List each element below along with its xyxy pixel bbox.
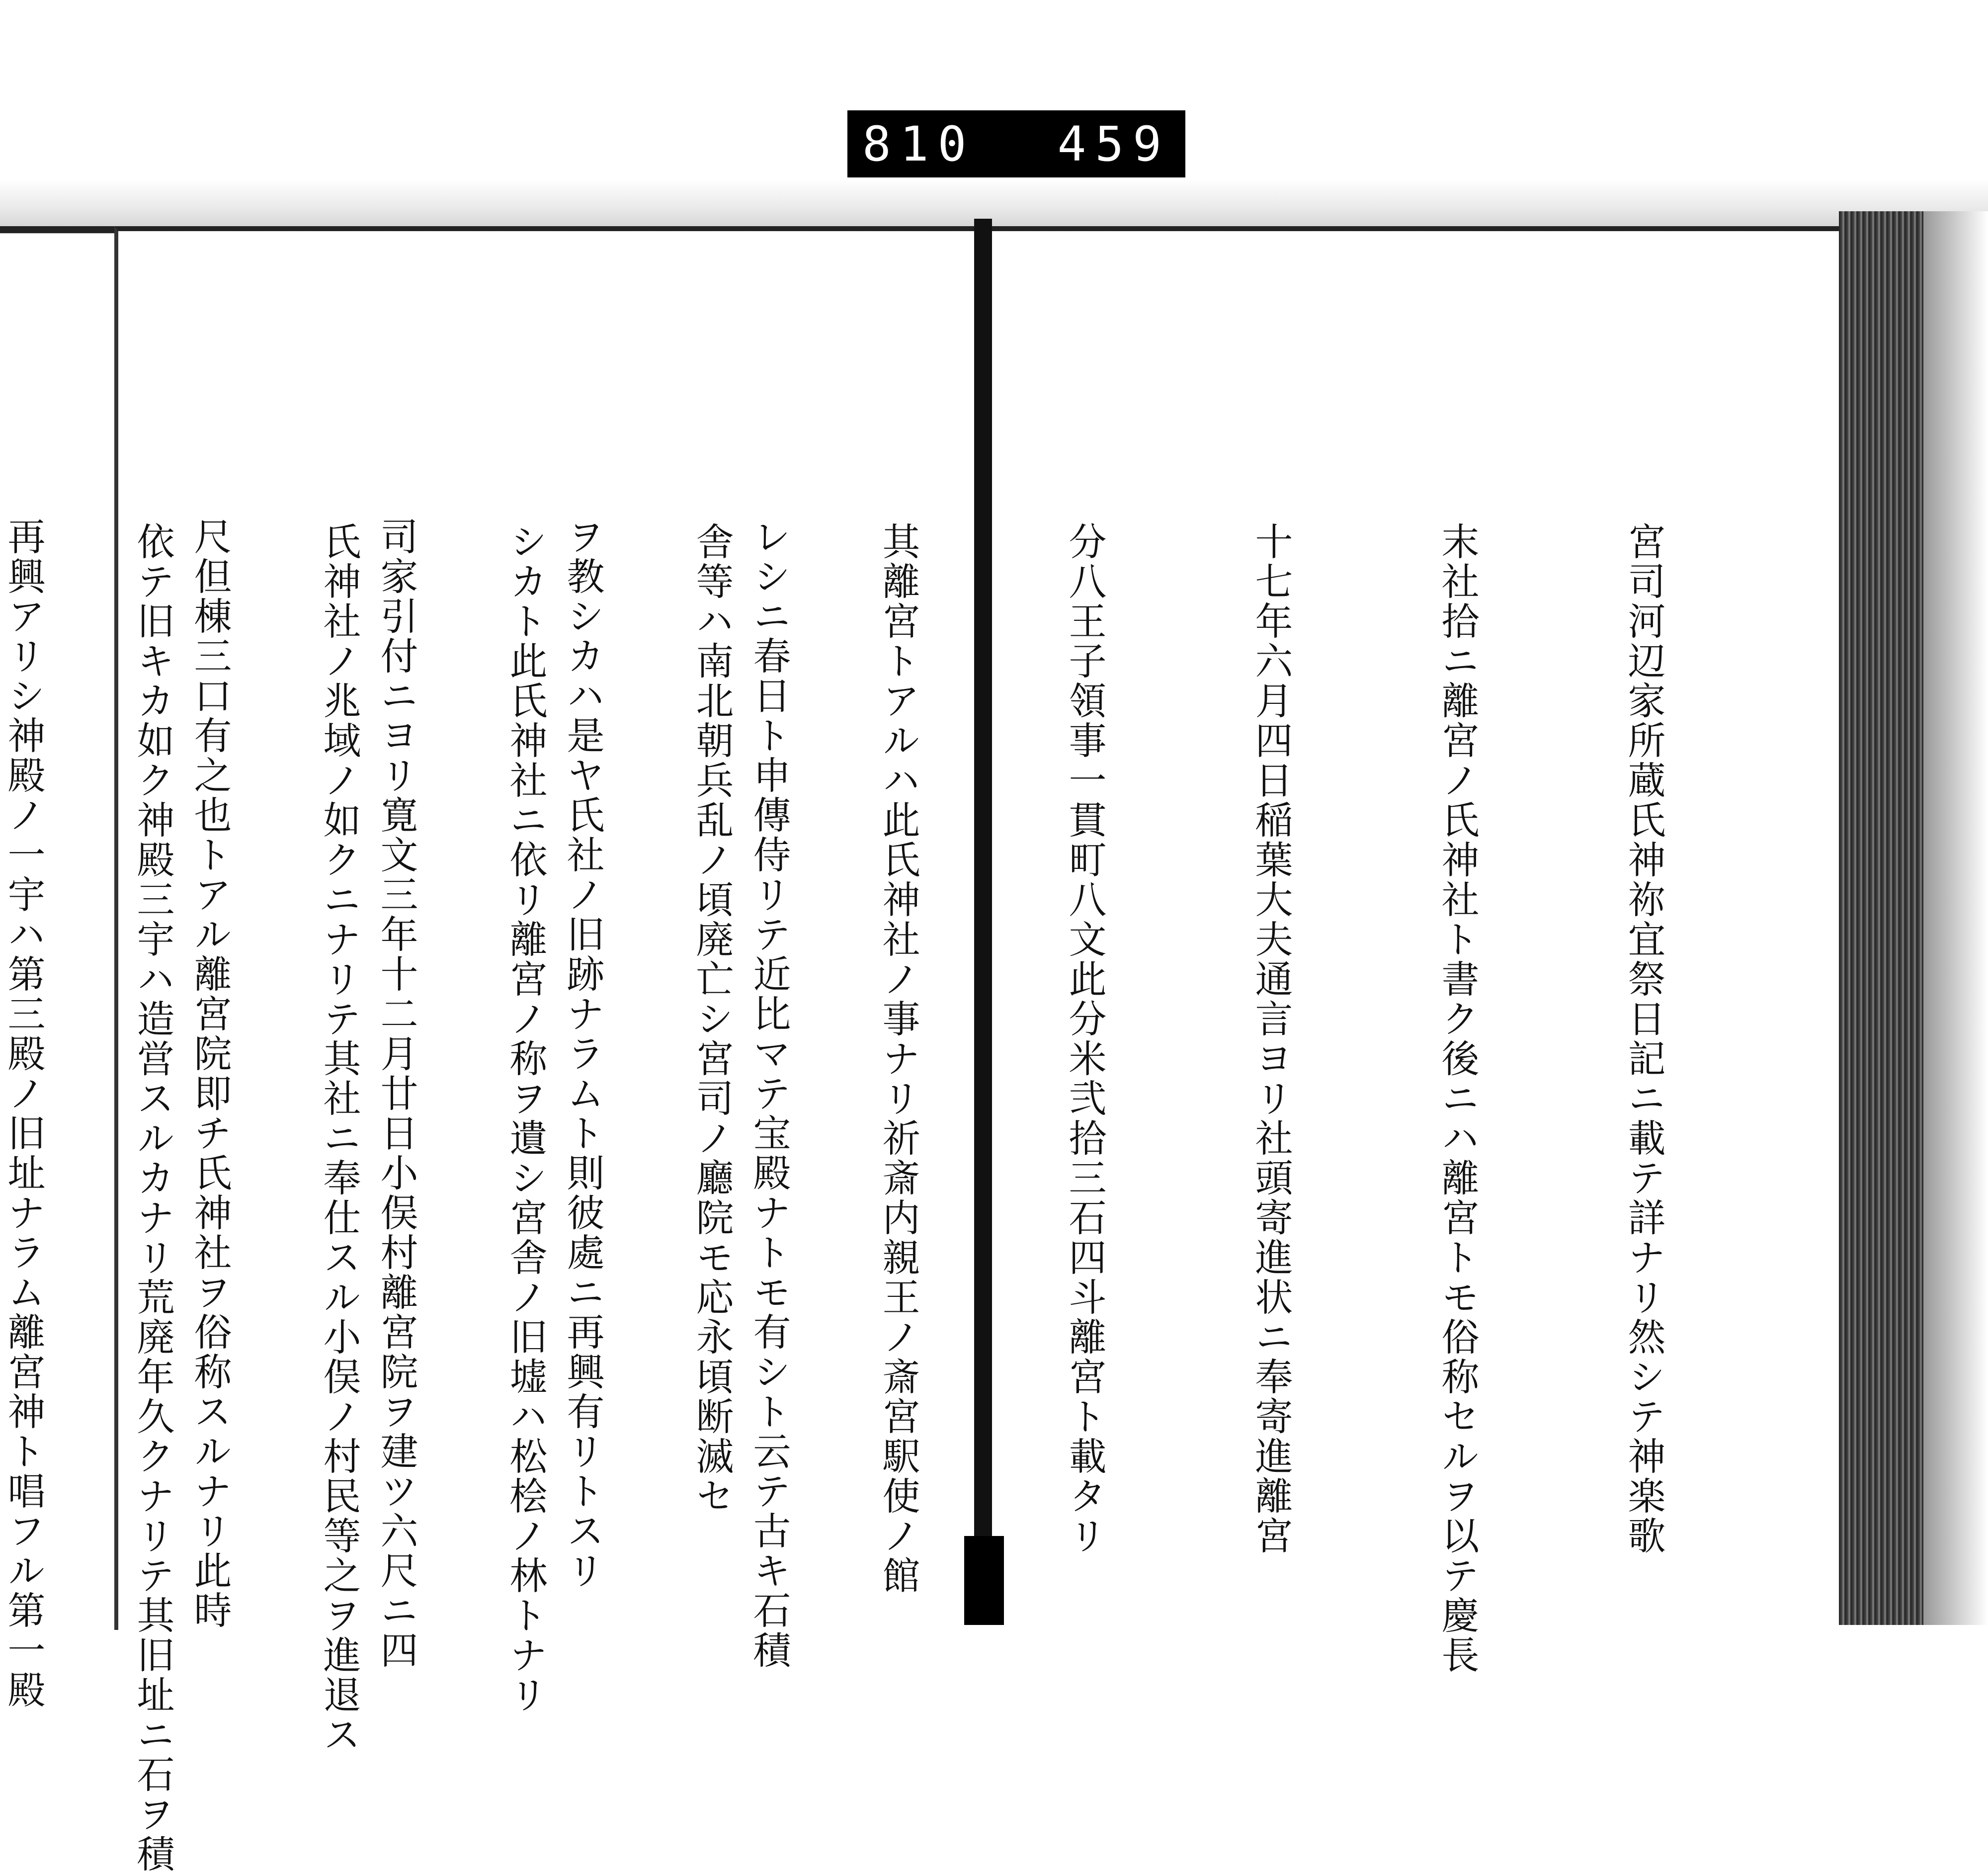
text-line: 末社拾ニ離宮ノ氏神社ト書ク後ニハ離宮トモ俗称セルヲ以テ慶長 <box>1435 522 1480 1675</box>
page-edge-shadow <box>1923 211 1988 1625</box>
text-line: 宮司河辺家所蔵氏神祢宜祭日記ニ載テ詳ナリ然シテ神楽歌 <box>1622 522 1666 1556</box>
text-line: 再興アリシ神殿ノ一宇ハ第三殿ノ旧址ナラム離宮神ト唱フル第一殿 <box>1 517 46 1710</box>
frame-number: 459 <box>1057 116 1170 172</box>
text-line: 尺但棟三口有之也トアル離宮院即チ氏神社ヲ俗称スルナリ此時 <box>188 517 232 1630</box>
text-line: ヲ教シカハ是ヤ氏社ノ旧跡ナラムト則彼處ニ再興有リトスリ <box>561 517 605 1591</box>
text-line: レシニ春日ト申傳侍リテ近比マテ宝殿ナトモ有シト云テ古キ石積 <box>747 517 791 1670</box>
text-line: 氏神社ノ兆域ノ如クニナリテ其社ニ奉仕スル小俣ノ村民等之ヲ進退ス <box>317 522 361 1755</box>
text-line: 分八王子領事一貫町八文此分米弐拾三石四斗離宮ト載タリ <box>1063 522 1107 1556</box>
text-line: 其離宮トアルハ此氏神社ノ事ナリ祈斎内親王ノ斎宮駅使ノ館 <box>876 522 920 1596</box>
page-edges <box>1839 211 1923 1625</box>
gutter-shadow <box>964 1536 1004 1625</box>
text-line: シカト此氏神社ニ依リ離宮ノ称ヲ遺シ宮舎ノ旧墟ハ松桧ノ林トナリ <box>503 522 548 1715</box>
text-line: 司家引付ニヨリ寛文三年十二月廿日小俣村離宮院ヲ建ツ六尺ニ四 <box>374 517 418 1670</box>
text-line: 依テ旧キカ如ク神殿三宇ハ造営スルカナリ荒廃年久クナリテ其旧址ニ石ヲ積 <box>131 522 175 1874</box>
text-line: 舎等ハ南北朝兵乱ノ頃廃亡シ宮司ノ廳院モ応永頃断滅セ <box>690 522 734 1516</box>
text-line: 十七年六月四日稲葉大夫通言ヨリ社頭寄進状ニ奉寄進離宮 <box>1249 522 1293 1556</box>
reel-number: 810 <box>862 116 976 172</box>
microfilm-label <box>847 110 1185 177</box>
scan-background <box>0 179 1988 234</box>
